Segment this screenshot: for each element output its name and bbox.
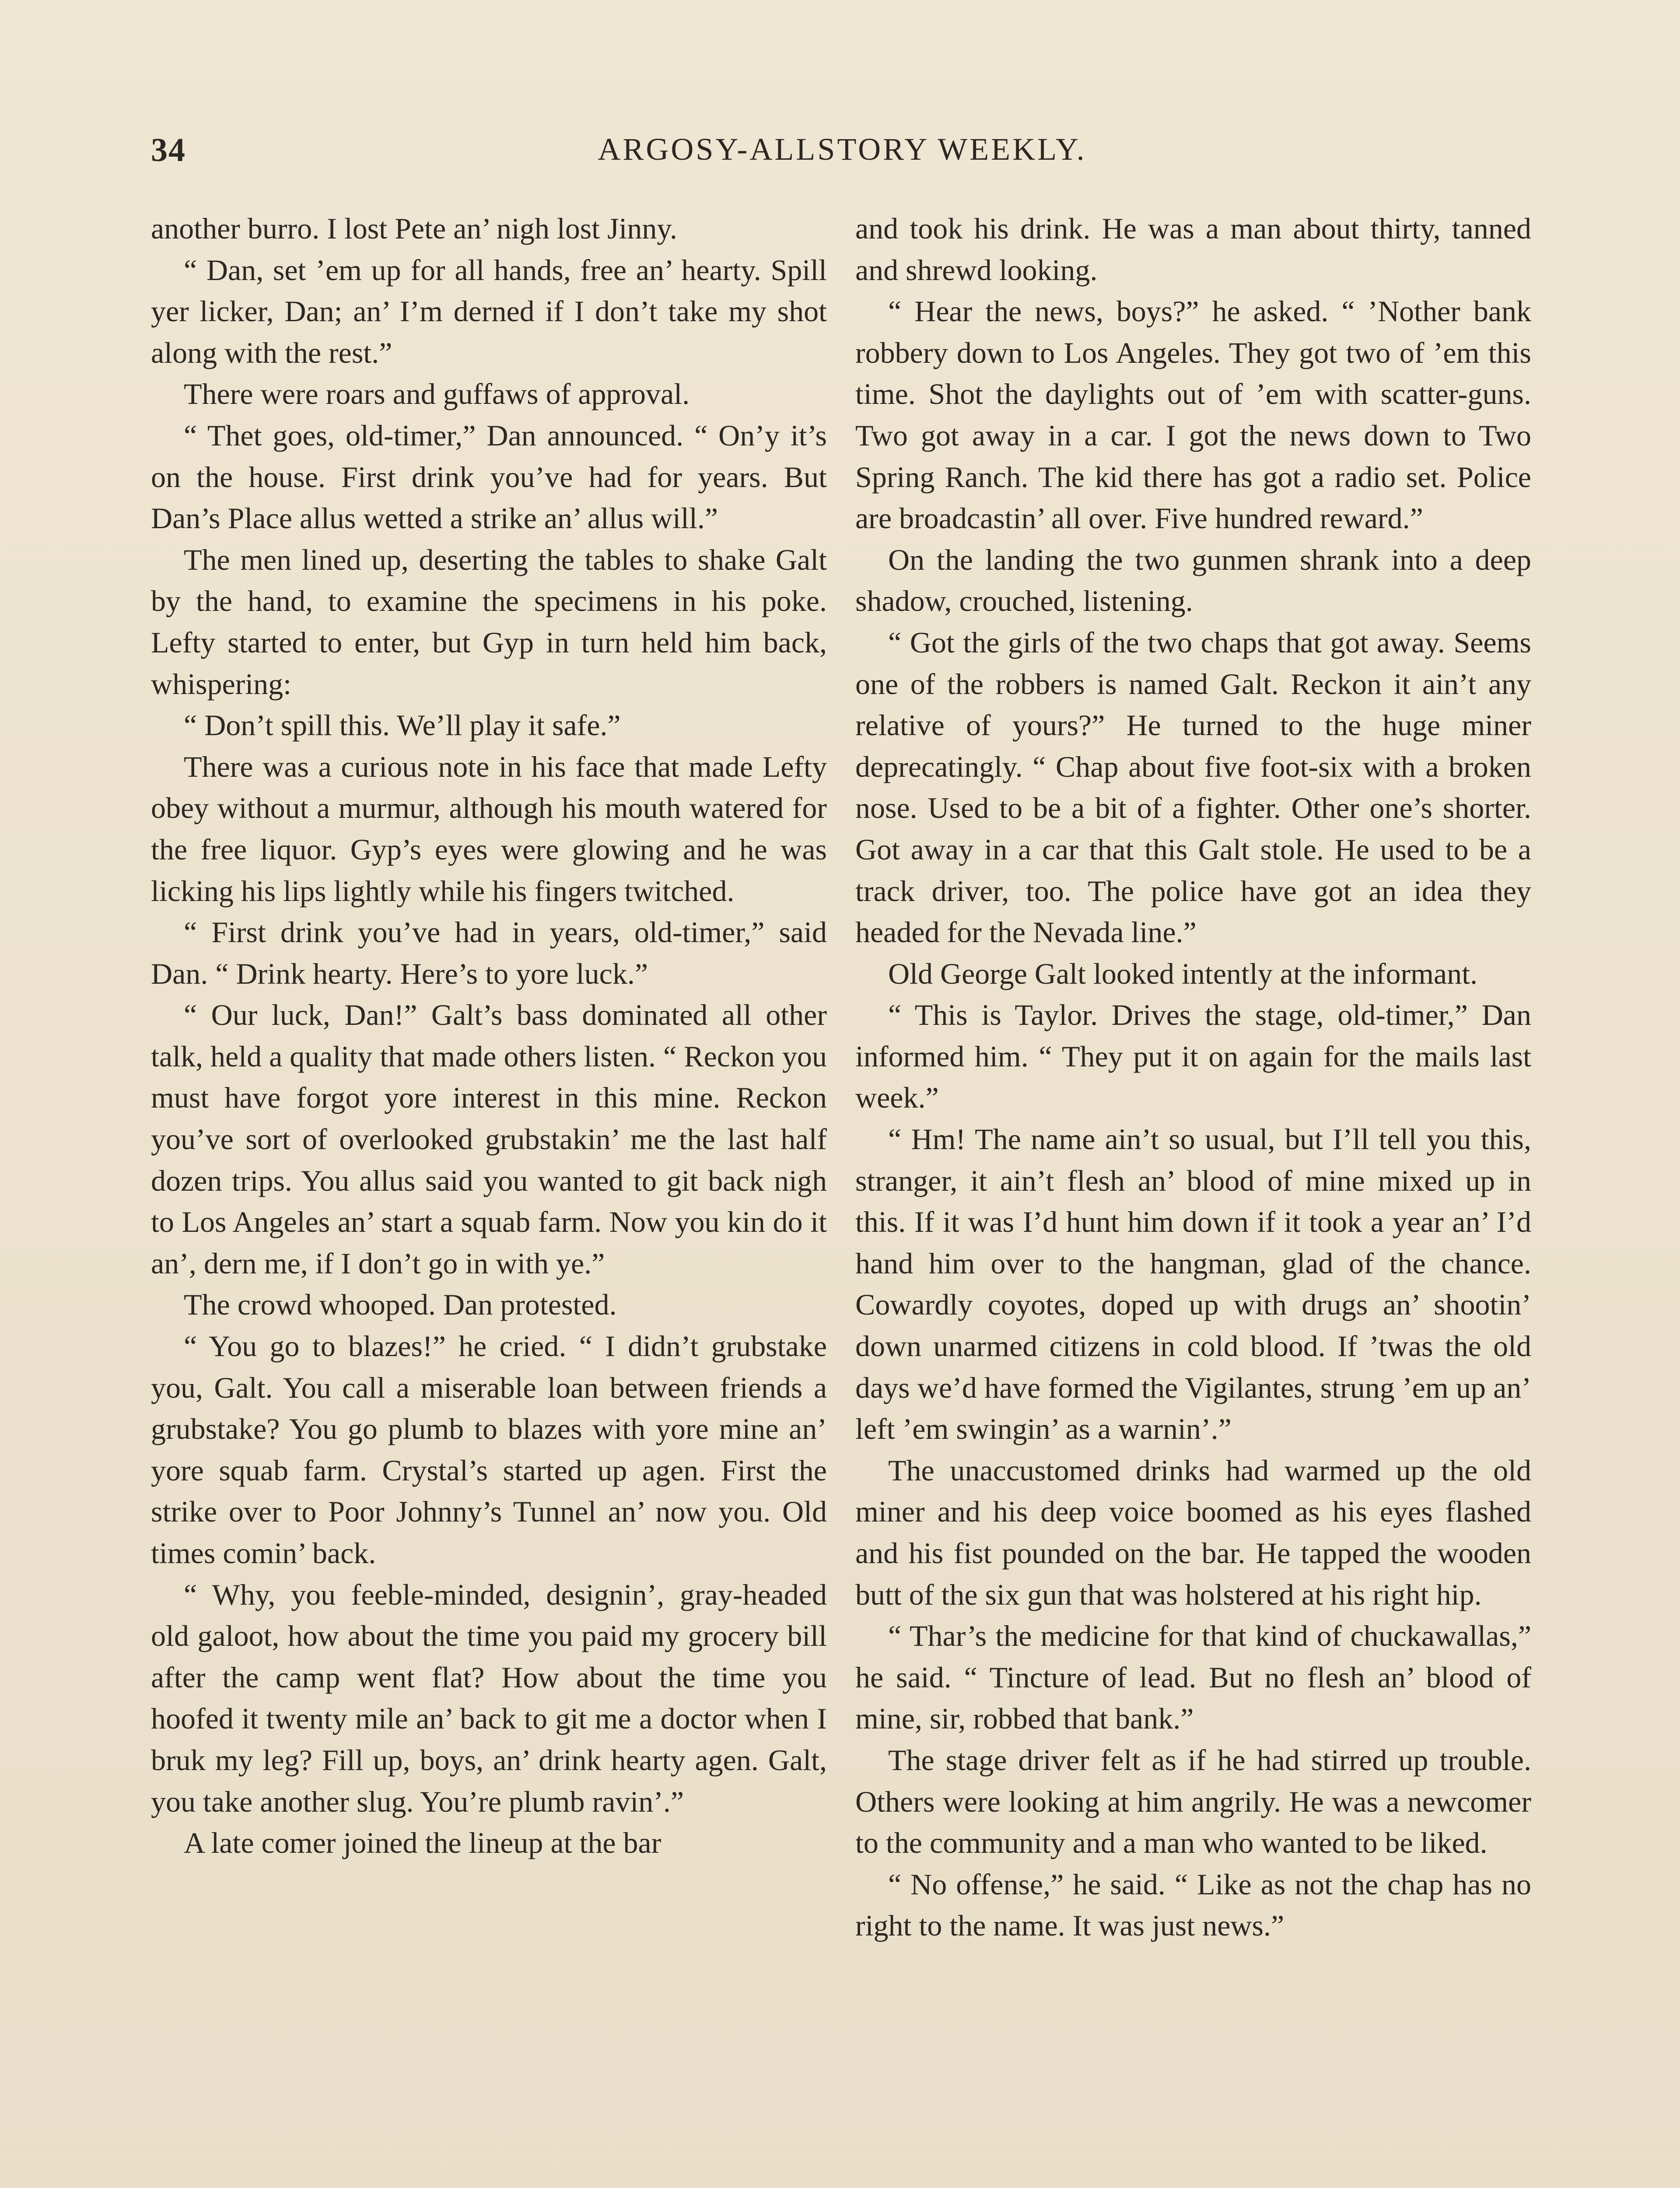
paragraph: “ First drink you’ve had in years, old-timer,” said Dan. “ Drink hearty. Here’s to yore luck.” bbox=[151, 915, 827, 990]
paragraph: “ Our luck, Dan!” Galt’s bass dominated all other talk, held a quality that made others listen. “ Reckon you must have forgot yore interest in this mine. Reckon you’ve sort of overlooked grubstakin’ me the last half dozen trips. You allus said you wanted to git back nigh to Los Angeles an’ start a squab farm. Now you kin do it an’, dern me, if I don’t go in with ye.” bbox=[151, 998, 827, 1280]
right-column bbox=[855, 208, 1531, 1946]
paragraph: On the landing the two gunmen shrank into a deep shadow, crouched, listening. bbox=[855, 543, 1531, 618]
paragraph: “ Got the girls of the two chaps that got away. Seems one of the robbers is named Galt. Reckon it ain’t any relative of yours?” He turned to the huge miner deprecatingly. “ Chap about five foot-six with a broken nose. Used to be a bit of a fighter. Other one’s shorter. Got away in a car that this Galt stole. He used to be a track driver, too. The police have got an idea they headed for the Nevada line.” bbox=[855, 625, 1531, 949]
paragraph: The crowd whooped. Dan protested. bbox=[184, 1288, 617, 1322]
paragraph: The stage driver felt as if he had stirred up trouble. Others were looking at him angrily. He was a newcomer to the community and a man who wanted to be liked. bbox=[855, 1743, 1531, 1860]
paragraph: another burro. I lost Pete an’ nigh lost Jinny. bbox=[151, 212, 678, 245]
running-head: ARGOSY-ALLSTORY WEEKLY. bbox=[598, 132, 1087, 167]
left-column bbox=[151, 208, 827, 1864]
paragraph: “ Dan, set ’em up for all hands, free an’ hearty. Spill yer licker, Dan; an’ I’m derned if I don’t take my shot along with the rest.” bbox=[151, 253, 827, 369]
paragraph: There was a curious note in his face that made Lefty obey without a murmur, although his mouth watered for the free liquor. Gyp’s eyes were glowing and he was licking his lips lightly while his fingers twitched. bbox=[151, 750, 827, 908]
paragraph: “ You go to blazes!” he cried. “ I didn’t grubstake you, Galt. You call a miserable loan between friends a grubstake? You go plumb to blazes with yore mine an’ yore squab farm. Crystal’s started up agen. First the strike over to Poor Johnny’s Tunnel an’ now you. Old times comin’ back. bbox=[151, 1329, 827, 1570]
page-number: 34 bbox=[151, 132, 186, 168]
paragraph: “ No offense,” he said. “ Like as not the chap has no right to the name. It was just news.” bbox=[855, 1867, 1531, 1943]
paragraph: and took his drink. He was a man about thirty, tanned and shrewd looking. bbox=[855, 212, 1531, 287]
paragraph: There were roars and guffaws of approval. bbox=[184, 377, 690, 411]
paragraph: Old George Galt looked intently at the informant. bbox=[888, 957, 1478, 990]
paragraph: The unaccustomed drinks had warmed up the old miner and his deep voice boomed as his eyes flashed and his fist pounded on the bar. He tapped the wooden butt of the six gun that was holstered at his right hip. bbox=[855, 1453, 1531, 1611]
paragraph: A late comer joined the lineup at the bar bbox=[184, 1826, 662, 1860]
paragraph: “ Don’t spill this. We’ll play it safe.” bbox=[184, 708, 621, 742]
paragraph: “ Hear the news, boys?” he asked. “ ’Nother bank robbery down to Los Angeles. They got two of ’em this time. Shot the daylights out of ’em with scatter-guns. Two got away in a car. I got the news down to Two Spring Ranch. The kid there has got a radio set. Police are broadcastin’ all over. Five hundred reward.” bbox=[855, 295, 1531, 535]
paragraph: The men lined up, deserting the tables to shake Galt by the hand, to examine the specimens in his poke. Lefty started to enter, but Gyp in turn held him back, whispering: bbox=[151, 543, 827, 701]
paragraph: “ Thar’s the medicine for that kind of chuckawallas,” he said. “ Tincture of lead. But no flesh an’ blood of mine, sir, robbed that bank.” bbox=[855, 1619, 1531, 1736]
paragraph: “ Thet goes, old-timer,” Dan announced. “ On’y it’s on the house. First drink you’ve had for years. But Dan’s Place allus wetted a strike an’ allus will.” bbox=[151, 418, 827, 535]
paragraph: “ This is Taylor. Drives the stage, old-timer,” Dan informed him. “ They put it on again for the mails last week.” bbox=[855, 998, 1531, 1115]
paragraph: “ Why, you feeble-minded, designin’, gray-headed old galoot, how about the time you paid my grocery bill after the camp went flat? How about the time you hoofed it twenty mile an’ back to git me a doctor when I bruk my leg? Fill up, boys, an’ drink hearty agen. Galt, you take another slug. You’re plumb ravin’.” bbox=[151, 1578, 827, 1818]
page-header bbox=[151, 127, 1533, 188]
paragraph: “ Hm! The name ain’t so usual, but I’ll tell you this, stranger, it ain’t flesh an’ blood of mine mixed up in this. If it was I’d hunt him down if it took a year an’ I’d hand him over to the hangman, glad of the chance. Cowardly coyotes, doped up with drugs an’ shootin’ down unarmed citizens in cold blood. If ’twas the old days we’d have formed the Vigilantes, strung ’em up an’ left ’em swingin’ as a warnin’.” bbox=[855, 1122, 1531, 1446]
